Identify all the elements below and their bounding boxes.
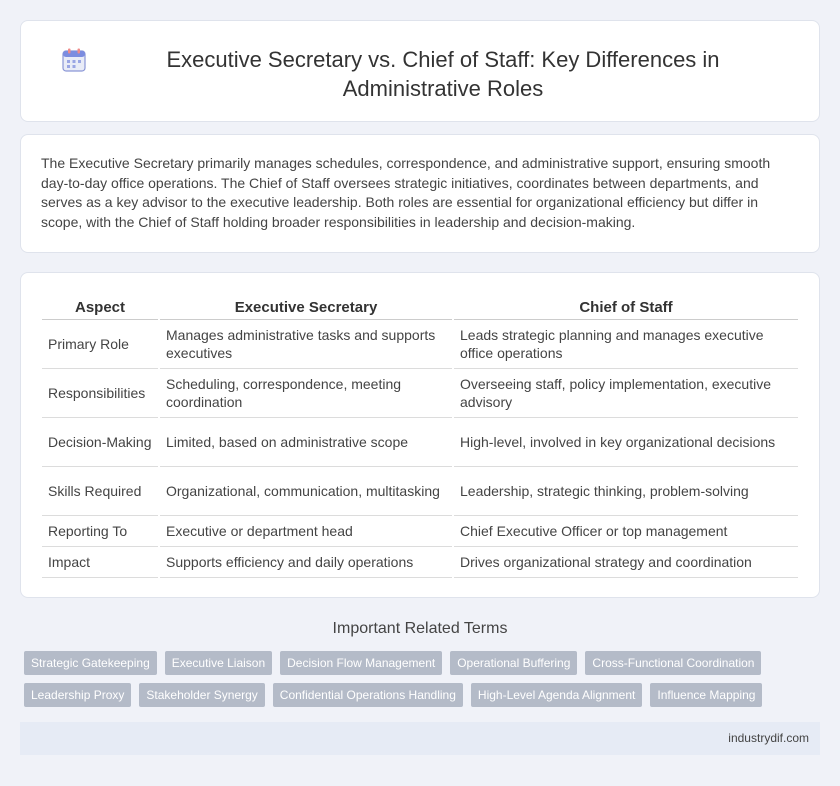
table-header-row: [42, 297, 798, 319]
related-terms-list: [24, 651, 824, 707]
footer-site-link[interactable]: industrydif.com: [728, 731, 809, 745]
secretary-cell: Organizational, communication, multitasking: [159, 466, 453, 515]
related-term-tag[interactable]: Leadership Proxy: [24, 683, 131, 707]
related-term-tag[interactable]: Influence Mapping: [650, 683, 762, 707]
header-aspect: Aspect: [42, 297, 159, 319]
table-row: [42, 417, 798, 466]
comparison-table: [42, 297, 798, 578]
aspect-cell: Responsibilities: [42, 368, 159, 417]
secretary-cell: Scheduling, correspondence, meeting coordination: [159, 368, 453, 417]
chief-cell: Drives organizational strategy and coordination: [453, 546, 798, 577]
table-row: [42, 515, 798, 546]
related-term-tag[interactable]: Decision Flow Management: [280, 651, 442, 675]
related-term-tag[interactable]: Strategic Gatekeeping: [24, 651, 157, 675]
table-row: [42, 368, 798, 417]
table-row: [42, 319, 798, 368]
intro-paragraph: The Executive Secretary primarily manages schedules, correspondence, and administrative support, ensuring smooth day-to-day office operations. The Chief of Staff oversees strategic initiatives, coordinates between departments, and serves as a key advisor to the executive leadership. Both roles are essential for organizational efficiency but differ in scope, with the Chief of Staff holding broader responsibilities in leadership and decision-making.: [41, 155, 771, 230]
title-card: [20, 20, 820, 122]
table-row: [42, 466, 798, 515]
aspect-cell: Skills Required: [42, 466, 159, 515]
calendar-icon: [61, 47, 87, 73]
chief-cell: Leads strategic planning and manages executive office operations: [453, 319, 798, 368]
chief-cell: Leadership, strategic thinking, problem-solving: [453, 466, 798, 515]
header-chief-of-staff: Chief of Staff: [453, 297, 798, 319]
aspect-cell: Primary Role: [42, 319, 159, 368]
related-term-tag[interactable]: Stakeholder Synergy: [139, 683, 264, 707]
comparison-card: [20, 272, 820, 598]
secretary-cell: Supports efficiency and daily operations: [159, 546, 453, 577]
secretary-cell: Limited, based on administrative scope: [159, 417, 453, 466]
related-term-tag[interactable]: High-Level Agenda Alignment: [471, 683, 642, 707]
page-title: Executive Secretary vs. Chief of Staff: Key Differences in Administrative Roles: [166, 47, 720, 101]
secretary-cell: Executive or department head: [159, 515, 453, 546]
secretary-cell: Manages administrative tasks and supports executives: [159, 319, 453, 368]
chief-cell: Chief Executive Officer or top management: [453, 515, 798, 546]
aspect-cell: Impact: [42, 546, 159, 577]
related-terms-title: Important Related Terms: [332, 620, 508, 637]
aspect-cell: Decision-Making: [42, 417, 159, 466]
chief-cell: High-level, involved in key organizational decisions: [453, 417, 798, 466]
header-executive-secretary: Executive Secretary: [159, 297, 453, 319]
related-term-tag[interactable]: Confidential Operations Handling: [273, 683, 463, 707]
related-term-tag[interactable]: Operational Buffering: [450, 651, 577, 675]
related-term-tag[interactable]: Cross-Functional Coordination: [585, 651, 761, 675]
table-row: [42, 546, 798, 577]
aspect-cell: Reporting To: [42, 515, 159, 546]
intro-card: [20, 134, 820, 253]
related-term-tag[interactable]: Executive Liaison: [165, 651, 272, 675]
chief-cell: Overseeing staff, policy implementation, executive advisory: [453, 368, 798, 417]
footer: [20, 722, 820, 755]
